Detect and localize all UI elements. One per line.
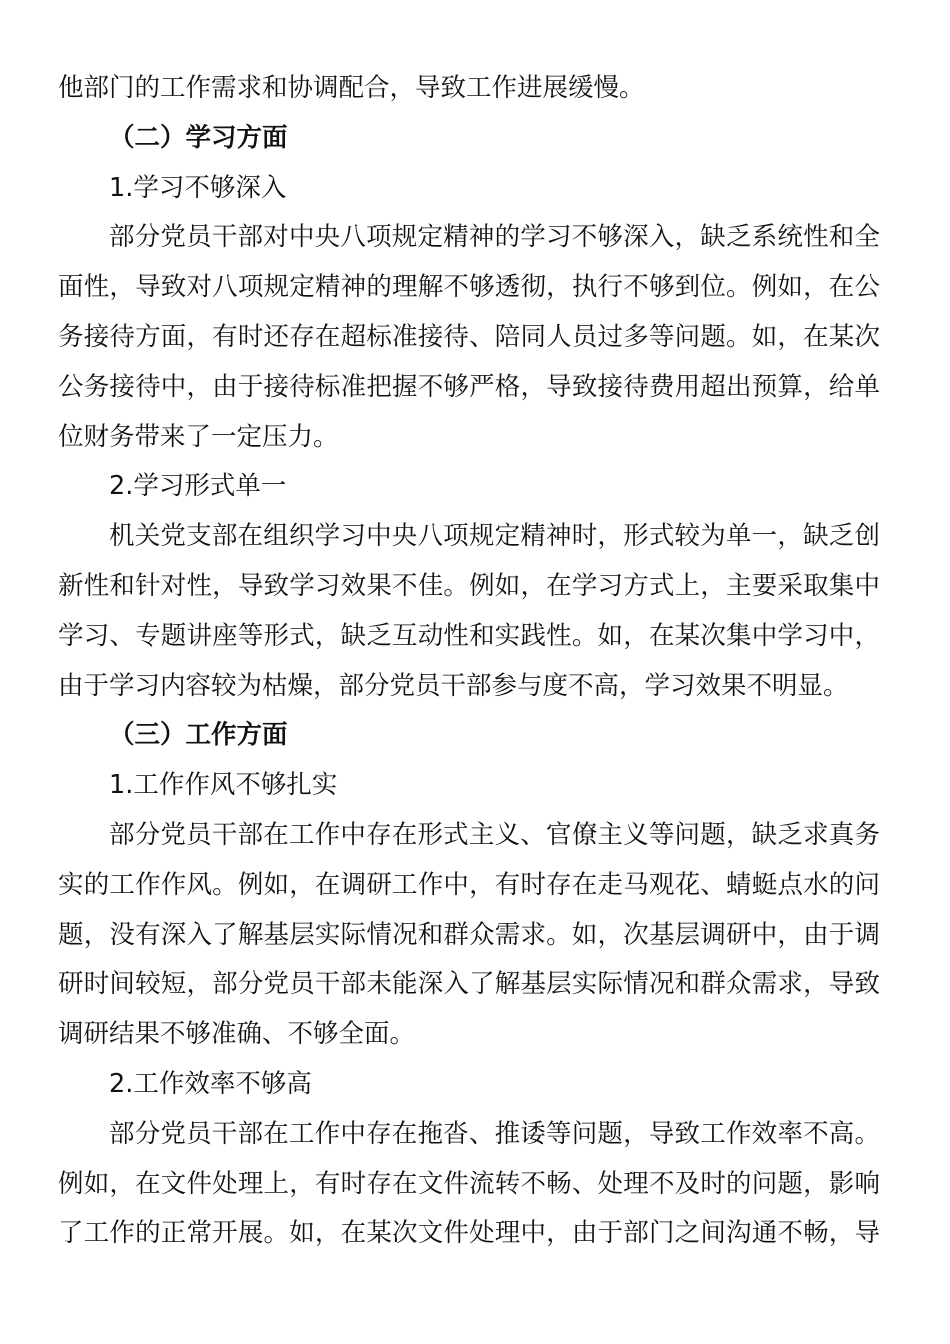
paragraph-line: 研时间较短，部分党员干部未能深入了解基层实际情况和群众需求，导致 bbox=[58, 969, 880, 1000]
paragraph-line: 公务接待中，由于接待标准把握不够严格，导致接待费用超出预算，给单 bbox=[58, 371, 880, 402]
paragraph-line: 机关党支部在组织学习中央八项规定精神时，形式较为单一，缺乏创 bbox=[109, 521, 880, 552]
paragraph-line: 部分党员干部在工作中存在拖沓、推诿等问题，导致工作效率不高。 bbox=[109, 1118, 880, 1149]
subheading-study-depth: 1.学习不够深入 bbox=[109, 172, 287, 203]
paragraph-line: 部分党员干部对中央八项规定精神的学习不够深入，缺乏系统性和全 bbox=[109, 222, 880, 253]
section-heading-study: （二）学习方面 bbox=[109, 122, 288, 153]
paragraph-line: 题，没有深入了解基层实际情况和群众需求。如，次基层调研中，由于调 bbox=[58, 919, 880, 950]
paragraph-line: 由于学习内容较为枯燥，部分党员干部参与度不高，学习效果不明显。 bbox=[58, 670, 849, 701]
document-page bbox=[58, 64, 880, 1259]
paragraph-line: 学习、专题讲座等形式，缺乏互动性和实践性。如，在某次集中学习中， bbox=[58, 620, 880, 651]
paragraph-line: 务接待方面，有时还存在超标准接待、陪同人员过多等问题。如，在某次 bbox=[58, 321, 880, 352]
subheading-work-efficiency: 2.工作效率不够高 bbox=[109, 1068, 312, 1099]
paragraph-line: 他部门的工作需求和协调配合，导致工作进展缓慢。 bbox=[58, 73, 645, 103]
paragraph-line: 实的工作作风。例如，在调研工作中，有时存在走马观花、蜻蜓点水的问 bbox=[58, 869, 880, 900]
paragraph-line: 面性，导致对八项规定精神的理解不够透彻，执行不够到位。例如，在公 bbox=[58, 272, 880, 303]
paragraph-line: 例如，在文件处理上，有时存在文件流转不畅、处理不及时的问题，影响 bbox=[58, 1168, 880, 1199]
paragraph-line: 位财务带来了一定压力。 bbox=[58, 421, 339, 452]
paragraph-line: 调研结果不够准确、不够全面。 bbox=[58, 1019, 416, 1050]
subheading-work-style: 1.工作作风不够扎实 bbox=[109, 770, 338, 801]
section-heading-work: （三）工作方面 bbox=[109, 720, 288, 751]
paragraph-line: 新性和针对性，导致学习效果不佳。例如，在学习方式上，主要采取集中 bbox=[58, 570, 880, 601]
paragraph-line: 了工作的正常开展。如，在某次文件处理中，由于部门之间沟通不畅，导 bbox=[58, 1218, 880, 1249]
paragraph-line: 部分党员干部在工作中存在形式主义、官僚主义等问题，缺乏求真务 bbox=[109, 819, 880, 850]
subheading-study-form: 2.学习形式单一 bbox=[109, 471, 287, 502]
